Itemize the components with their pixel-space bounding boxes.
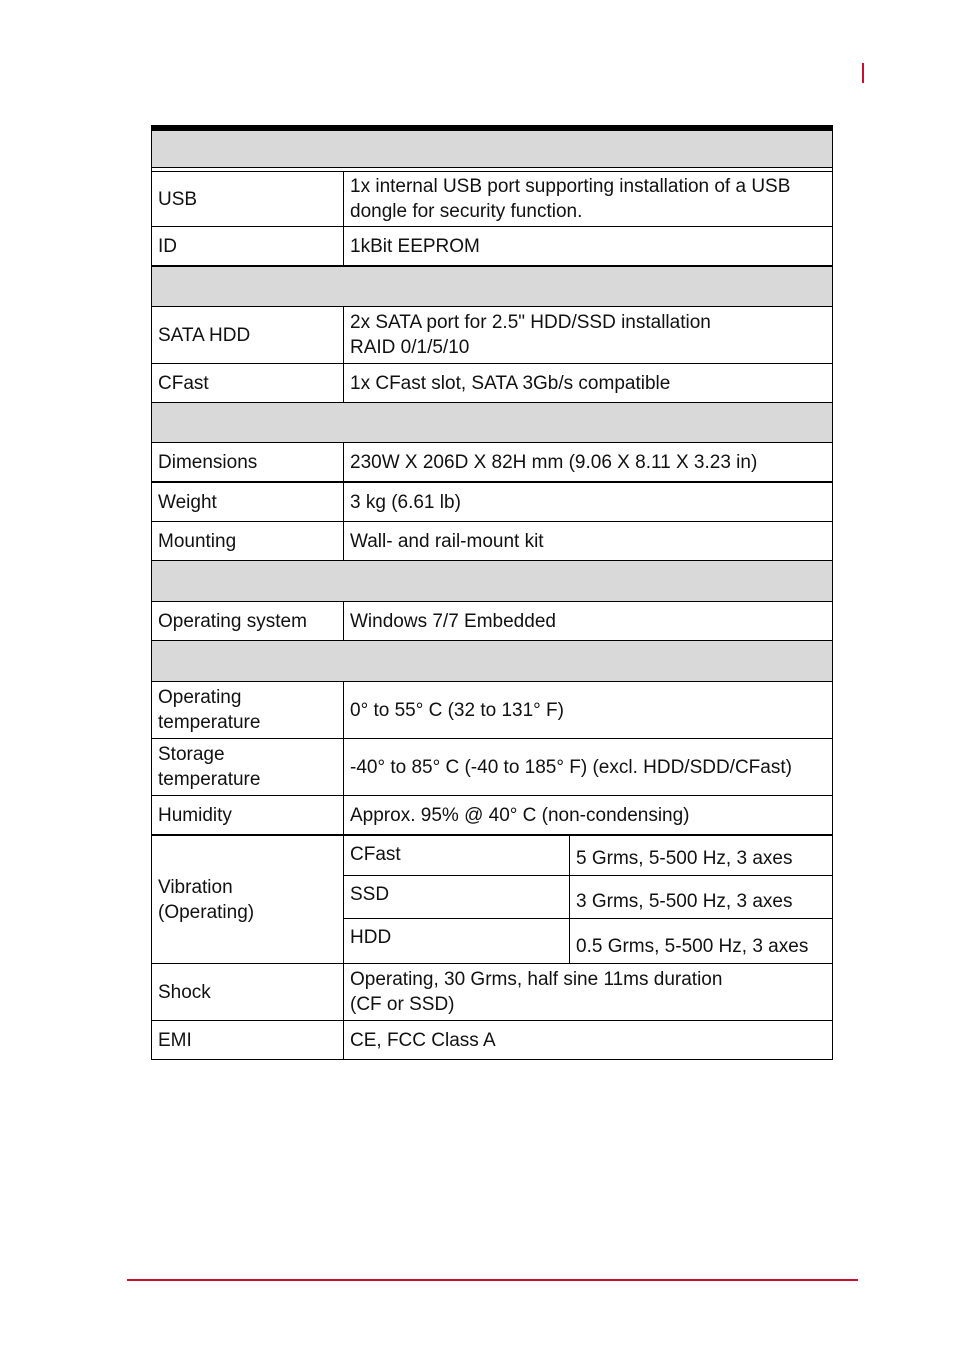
spec-value-line: dongle for security function.	[350, 201, 583, 222]
spec-label	[152, 682, 344, 738]
spec-label-line: (Operating)	[158, 901, 255, 923]
spec-value: -40° to 85° C (-40 to 185° F) (excl. HDD/SDD/CFast)	[350, 756, 792, 778]
spec-value-line: 1x internal USB port supporting installation of a USB	[350, 176, 791, 197]
section-header-row	[151, 403, 833, 443]
spec-value: 230W X 206D X 82H mm (9.06 X 8.11 X 3.23 in)	[350, 451, 758, 473]
spec-label	[152, 836, 344, 963]
spec-label: CFast	[152, 364, 344, 402]
spec-label-line: Storage	[158, 744, 225, 765]
vibration-value: 3 Grms, 5-500 Hz, 3 axes	[576, 891, 793, 913]
spec-value: 0° to 55° C (32 to 131° F)	[350, 699, 564, 721]
vibration-row-cfast	[344, 836, 832, 876]
section-header-row	[151, 267, 833, 307]
spec-label: Dimensions	[152, 443, 344, 481]
spec-label: Weight	[152, 483, 344, 521]
vibration-media: HDD	[344, 919, 570, 963]
spec-value: 3 kg (6.61 lb)	[350, 491, 461, 513]
spec-row-operating-temperature	[151, 682, 833, 739]
spec-row-id	[151, 227, 833, 267]
spec-row-storage-temperature	[151, 739, 833, 796]
spec-label: Mounting	[152, 522, 344, 560]
spec-row-cfast	[151, 364, 833, 403]
spec-value-line: 2x SATA port for 2.5" HDD/SSD installation	[350, 312, 711, 333]
spec-value	[344, 307, 832, 363]
vibration-media: SSD	[344, 876, 570, 919]
spec-label-line: temperature	[158, 712, 261, 733]
header-accent-mark	[862, 63, 864, 83]
vibration-value: 5 Grms, 5-500 Hz, 3 axes	[576, 847, 793, 869]
footer-rule	[127, 1279, 858, 1281]
spec-label: SATA HDD	[152, 307, 344, 363]
spec-row-humidity	[151, 796, 833, 836]
spec-row-operating-system	[151, 602, 833, 641]
spec-label: Operating system	[152, 602, 344, 640]
spec-label-line: temperature	[158, 769, 261, 790]
spec-table	[151, 125, 833, 1060]
spec-value	[344, 964, 832, 1020]
section-header-row	[151, 561, 833, 602]
spec-value: Windows 7/7 Embedded	[350, 610, 556, 632]
spec-label-line: Operating	[158, 687, 242, 708]
section-header-row	[151, 131, 833, 168]
spec-label: USB	[152, 172, 344, 226]
spec-value: CE, FCC Class A	[350, 1029, 496, 1051]
spec-value-line: (CF or SSD)	[350, 994, 455, 1015]
spec-label: EMI	[152, 1021, 344, 1059]
spec-value-line: RAID 0/1/5/10	[350, 337, 470, 358]
spec-row-dimensions	[151, 443, 833, 483]
spec-row-mounting	[151, 522, 833, 561]
spec-label-line: Vibration	[158, 876, 233, 898]
spec-label	[152, 739, 344, 795]
vibration-row-ssd	[344, 876, 832, 920]
spec-value-line: Operating, 30 Grms, half sine 11ms duration	[350, 969, 723, 990]
spec-label: Humidity	[152, 796, 344, 834]
spec-row-sata-hdd	[151, 307, 833, 364]
vibration-media: CFast	[344, 836, 570, 875]
spec-value	[344, 172, 832, 226]
spec-row-weight	[151, 483, 833, 522]
spec-label: ID	[152, 227, 344, 265]
vibration-value: 0.5 Grms, 5-500 Hz, 3 axes	[576, 936, 809, 957]
spec-value: 1x CFast slot, SATA 3Gb/s compatible	[350, 372, 671, 394]
spec-value: 1kBit EEPROM	[350, 235, 480, 257]
spec-row-shock	[151, 964, 833, 1021]
spec-value: Approx. 95% @ 40° C (non-condensing)	[350, 804, 690, 826]
spec-label: Shock	[152, 964, 344, 1020]
vibration-subtable	[344, 836, 832, 963]
spec-row-emi	[151, 1021, 833, 1060]
vibration-row-hdd	[344, 919, 832, 963]
spec-value: Wall- and rail-mount kit	[350, 530, 544, 552]
spec-row-usb	[151, 172, 833, 227]
spec-row-vibration	[151, 836, 833, 964]
section-header-row	[151, 641, 833, 682]
